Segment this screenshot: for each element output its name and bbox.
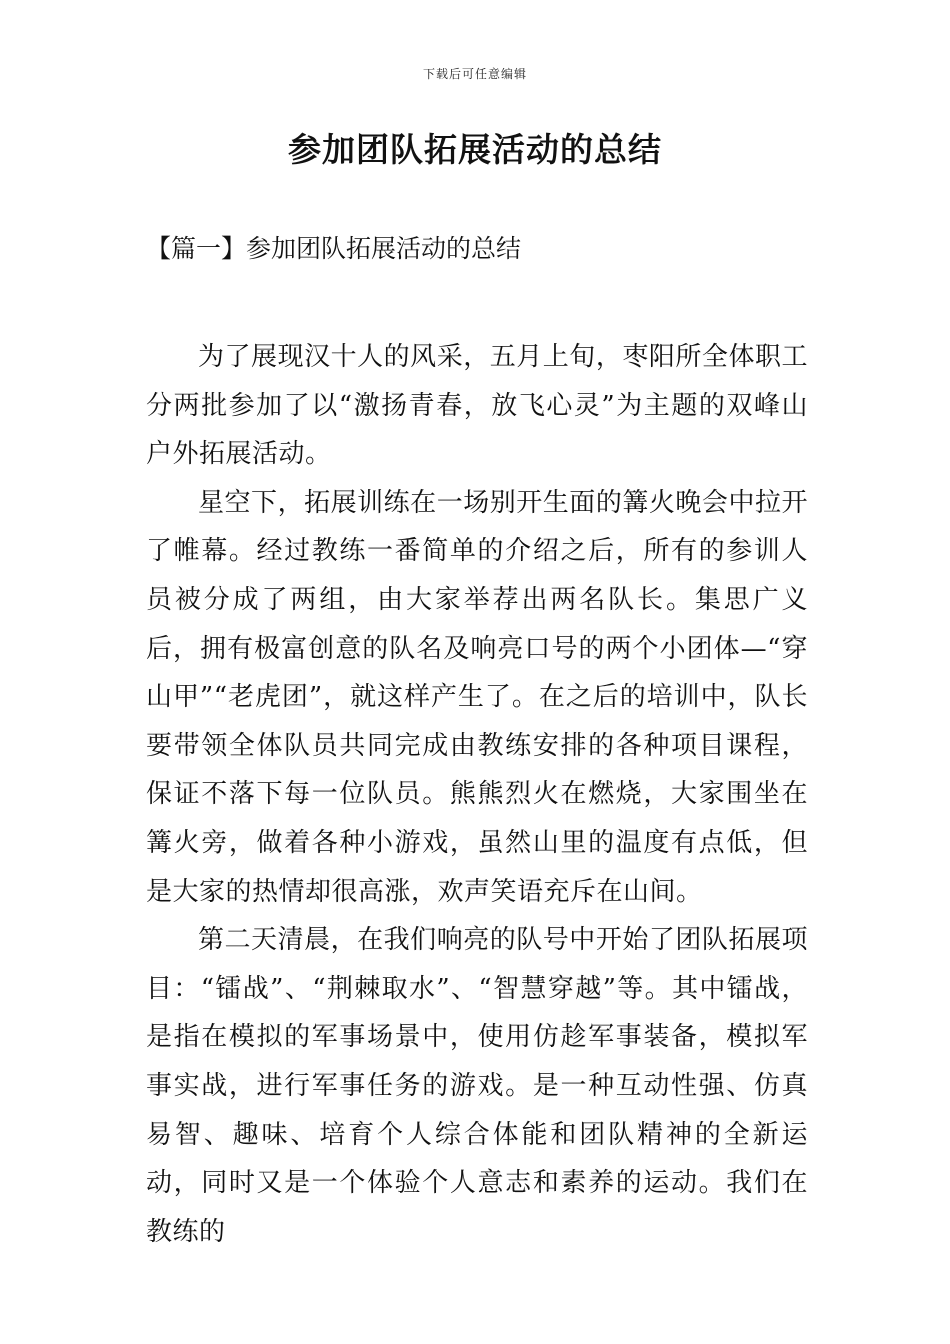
- header-note: 下载后可任意编辑: [422, 67, 527, 81]
- paragraph-2: 星空下，拓展训练在一场别开生面的篝火晚会中拉开了帷幕。经过教练一番简单的介绍之后，所有的参训人员被分成了两组，由大家举荐出两名队长。集思广义后，拥有极富创意的队名及响亮口号的两个小团体—“穿山甲”“老虎团”，就这样产生了。在之后的培训中，队长要带领全体队员共同完成由教练安排的各种项目课程，保证不落下每一位队员。熊熊烈火在燃烧，大家围坐在篝火旁，做着各种小游戏，虽然山里的温度有点低，但是大家的热情却很高涨，欢声笑语充斥在山间。: [146, 487, 808, 907]
- paragraph-1: 为了展现汉十人的风采，五月上旬，枣阳所全体职工分两批参加了以“激扬青春，放飞心灵”为主题的双峰山户外拓展活动。: [146, 342, 808, 470]
- document-body: [146, 333, 808, 1256]
- section-heading: 【篇一】参加团队拓展活动的总结: [146, 234, 522, 263]
- document-title: 参加团队拓展活动的总结: [288, 130, 662, 169]
- paragraph-3: 第二天清晨，在我们响亮的队号中开始了团队拓展项目：“镭战”、“荆棘取水”、“智慧穿越”等。其中镭战，是指在模拟的军事场景中，使用仿趁军事装备，模拟军事实战，进行军事任务的游戏。是一种互动性强、仿真易智、趣味、培育个人综合体能和团队精神的全新运动，同时又是一个体验个人意志和素养的运动。我们在教练的: [146, 925, 808, 1247]
